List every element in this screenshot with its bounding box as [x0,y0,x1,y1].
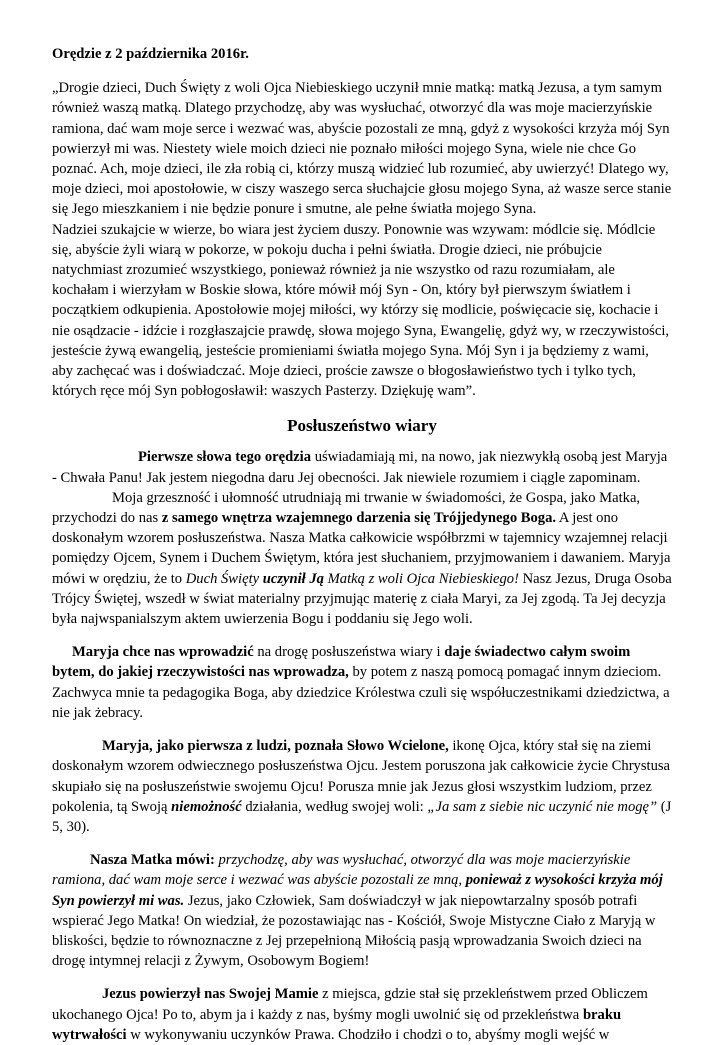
bold-phrase: braku wytrwałości [52,1006,622,1043]
commentary-paragraph-2 [52,488,672,629]
paragraph-text: Nasz Jezus, Druga Osoba Trójcy Świętej, wszedł w świat materialny przyjmując materię z ciała Maryi, za Jej zgodą. Ta Jej decyzja była najwspanialszym aktem uwierzenia Bogu i poddaniu się Jego woli. [52,570,672,628]
bold-italic-phrase: ponieważ z wysokości krzyża mój Syn powierzył mi was. [52,872,663,909]
bold-italic-phrase: uczynił Ją [262,570,324,587]
bold-phrase: Maryja, jako pierwsza z ludzi, poznała Słowo Wcielone, [102,738,449,755]
commentary-paragraph-4 [52,736,672,837]
commentary-paragraph-6 [52,984,672,1045]
commentary-paragraph-3 [52,642,672,723]
bold-phrase: Pierwsze słowa tego orędzia [138,449,312,466]
message-body [52,78,672,401]
message-paragraph: Nadziei szukajcie w wierze, bo wiara jest życiem duszy. Ponownie was wzywam: módlcie się. Módlcie się, abyście żyli wiarą w pokorze, w pokoju ducha i pełni światła. Drogie dzieci, nie próbujcie natychmiast zrozumieć wszystkiego, ponieważ również ja nie wszystko od razu rozumiałam, ale kochałam i wierzyłam w Boskie słowa, które mówił mój Syn - On, który był pierwszym światłem i początkiem odkupienia. Apostołowie mojej miłości, wy którzy się modlicie, poświęcacie się, kochacie i nie osądzacie - idźcie i rozgłaszajcie prawdę, słowa mojego Syna, Ewangelię, gdyż wy, w rzeczywistości, jesteście żywą ewangelią, jesteście promieniami światła mojego Syna. Mój Syn i ja będziemy z wami, aby zachęcać was i doświadczać. Moje dzieci, proście zawsze o błogosławieństwo tych i tylko tych, których ręce mój Syn pobłogosławił: waszych Pasterzy. Dziękuję wam”. [52,221,670,400]
paragraph-text: ikonę Ojca, który stał się na ziemi doskonałym wzorem odwiecznego posłuszeństwa Ojcu. Jestem poruszona jak całkowicie życie Chrystusa skupiało się na posłuszeństwie swojemu Ojcu! Porusza mnie jak Jezus głosi wszystkim ludziom, przez pokolenia, tą Swoją [52,738,671,815]
bold-phrase: Nasza Matka mówi: [90,852,215,869]
italic-phrase: „Ja sam z siebie nic uczynić nie mogę” [427,798,658,815]
paragraph-text: Moja grzeszność i ułomność utrudniają mi trwanie w świadomości, że Gospa, jako Matka, przychodzi do nas [52,489,641,527]
paragraph-text: na drogę posłuszeństwa wiary i [253,644,445,661]
commentary-paragraph-5 [52,850,672,971]
italic-phrase: Matką z woli Ojca Niebieskiego! [323,570,519,587]
commentary-paragraph-1 [52,447,672,487]
paragraph-text: A jest ono doskonałym wzorem posłuszeństwa. Nasza Matka całkowicie współbrzmi w tajemnicy wzajemnej relacji pomiędzy Ojcem, Synem i Duchem Świętym, która jest słuchaniem, przyjmowaniem i dawaniem. Maryja mówi w orędziu, że to [52,510,671,587]
paragraph-text: (J 5, 30). [52,798,672,835]
paragraph-text: w wykonywaniu uczynków Prawa. Chodziło i chodzi o to, abyśmy mogli wejść w [126,1026,610,1043]
message-title: Orędzie z 2 października 2016r. [52,46,249,62]
bold-phrase: z samego wnętrza wzajemnego darzenia się Trójjedynego Boga. [161,510,557,527]
bold-phrase: Maryja chce nas wprowadzić [72,644,254,661]
section-heading: Posłuszeństwo wiary [287,416,437,436]
bold-phrase: Jezus powierzył nas Swojej Mamie [102,986,319,1003]
italic-phrase: przychodzę, aby was wysłuchać, otworzyć dla was moje macierzyńskie ramiona, dać wam moje serce i wezwać was abyście pozostali ze mną, [52,852,631,889]
italic-phrase: Duch Święty [185,570,263,587]
paragraph-text: działania, według swojej woli: [241,798,428,815]
paragraph-text: Jezus, jako Człowiek, Sam doświadczył w jak niepowtarzalny sposób potrafi wspierać Jego Matka! On wiedział, że pozostawiając nas - Kościół, Swoje Mistyczne Ciało z Maryją w bliskości, będzie to równoznaczne z Jej przepełnioną Miłością pasją wprowadzania Swoich dzieci na drogę intymnej relacji z Żywym, Osobowym Bogiem! [52,892,656,970]
paragraph-text: z miejsca, gdzie stał się przekleństwem przed Obliczem ukochanego Ojca! Po to, abym ja i każdy z nas, byśmy mogli uwolnić się od przekleństwa [52,986,648,1023]
bold-italic-phrase: niemożność [171,798,242,815]
bold-phrase: daje świadectwo całym swoim bytem, do jakiej rzeczywistości nas wprowadza, [52,644,631,681]
message-paragraph: „Drogie dzieci, Duch Święty z woli Ojca Niebieskiego uczynił mnie matką: matką Jezusa, a tym samym również waszą matką. Dlatego przychodzę, aby was wysłuchać, otworzyć dla was moje macierzyńskie ramiona, dać wam moje serce i wezwać was, abyście pozostali ze mną, gdyż z wysokości krzyża mój Syn powierzył mi was. Niestety wiele moich dzieci nie poznało miłości mojego Syna, wiele nie chce Go poznać. Ach, moje dzieci, ile zła robią ci, którzy muszą widzieć lub rozumieć, aby uwierzyć! Dlatego wy, moje dzieci, moi apostołowie, w ciszy waszego serca słuchajcie głosu mojego Syna, aż wasze serce stanie się Jego mieszkaniem i nie będzie ponure i smutne, ale pełne światła mojego Syna. [52,80,672,218]
paragraph-text: uświadamiają mi, na nowo, jak niezwykłą osobą jest Maryja - Chwała Panu! Jak jestem niegodna daru Jej obecności. Jak niewiele rozumiem i ciągle zapominam. [52,449,668,486]
paragraph-text: by potem z naszą pomocą pomagać innym dzieciom. Zachwyca mnie ta pedagogika Boga, aby dziedzice Królestwa czuli się współuczestnikami dziedzictwa, a nie jak żebracy. [52,664,670,721]
